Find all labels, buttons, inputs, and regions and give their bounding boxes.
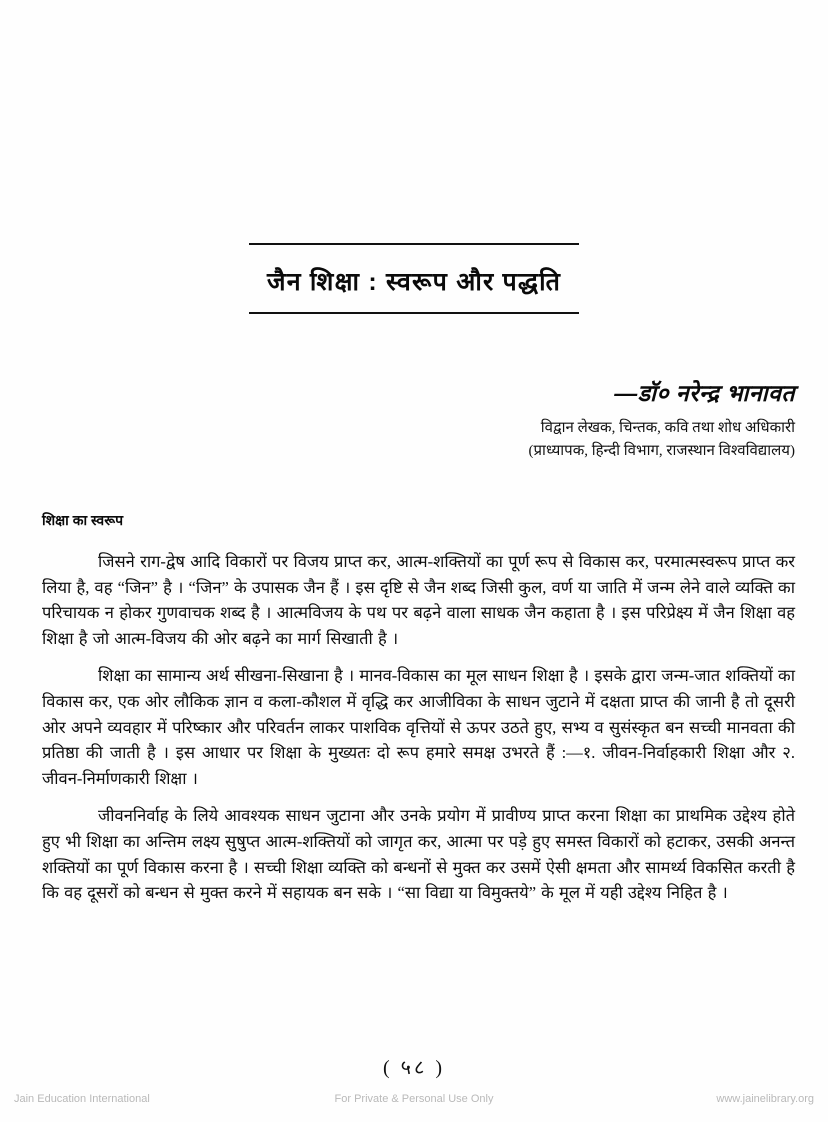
paragraph: शिक्षा का सामान्य अर्थ सीखना-सिखाना है । मानव-विकास का मूल साधन शिक्षा है । इसके द्वारा जन्म-जात शक्तियों का विकास कर, एक ओर लौकिक ज्ञान व कला-कौशल में वृद्धि कर आजीविका के साधन जुटाने में दक्षता प्राप्त की जानी है तो दूसरी ओर अपने व्यवहार में परिष्कार और परिवर्तन लाकर पाशविक वृत्तियों से ऊपर उठते हुए, सभ्य व सुसंस्कृत बन सच्ची मानवता की प्रतिष्ठा की जाती है । इस आधार पर शिक्षा के मुख्यतः दो रूप हमारे समक्ष उभरते हैं :—१. जीवन-निर्वाहकारी शिक्षा और २. जीवन-निर्माणकारी शिक्षा । [42, 666, 795, 788]
title-rule-bottom [249, 312, 579, 314]
author-name: —डॉ० नरेन्द्र भानावत [614, 380, 795, 406]
page-footer [14, 1093, 814, 1105]
page-number: ( ५८ ) [382, 1057, 446, 1079]
section-heading: शिक्षा का स्वरूप [42, 512, 124, 528]
page-title: जैन शिक्षा : स्वरूप और पद्धति [266, 268, 562, 296]
paragraph: जीवननिर्वाह के लिये आवश्यक साधन जुटाना और उनके प्रयोग में प्रावीण्य प्राप्त करना शिक्षा का प्राथमिक उद्देश्य होते हुए भी शिक्षा का अन्तिम लक्ष्य सुषुप्त आत्म-शक्तियों को जागृत कर, आत्मा पर पड़े हुए समस्त विकारों को हटाकर, उसकी अनन्त शक्तियों का पूर्ण विकास करना है । सच्ची शिक्षा व्यक्ति को बन्धनों से मुक्त कर उसमें ऐसी क्षमता और सामर्थ्य विकसित करती है कि वह दूसरों को बन्धन से मुक्त करने में सहायक बन सके । “सा विद्या या विमुक्तये” के मूल में यही उद्देश्य निहित है । [42, 806, 795, 903]
author-role-line-1: विद्वान लेखक, चिन्तक, कवि तथा शोध अधिकारी [540, 420, 795, 436]
paragraph: जिसने राग-द्वेष आदि विकारों पर विजय प्राप्त कर, आत्म-शक्तियों का पूर्ण रूप से विकास कर, परमात्मस्वरूप प्राप्त कर लिया है, वह “जिन” है । “जिन” के उपासक जैन हैं । इस दृष्टि से जैन शब्द जिसी कुल, वर्ण या जाति में जन्म लेने वाले व्यक्ति का परिचायक न होकर गुणवाचक शब्द है । आत्मविजय के पथ पर बढ़ने वाला साधक जैन कहाता है । इस परिप्रेक्ष्य में जैन शिक्षा वह शिक्षा है जो आत्म-विजय की ओर बढ़ने का मार्ग सिखाती है । [42, 552, 795, 648]
footer-usage-notice: For Private & Personal Use Only [334, 1093, 494, 1105]
title-rule-top [249, 243, 579, 245]
body-text [42, 549, 795, 906]
footer-website[interactable]: www.jainelibrary.org [716, 1093, 814, 1105]
author-block [275, 376, 795, 464]
author-role-line-2: (प्राध्यापक, हिन्दी विभाग, राजस्थान विश्वविद्यालय) [528, 443, 795, 460]
footer-organization: Jain Education International [14, 1093, 150, 1105]
title-block [0, 243, 828, 314]
